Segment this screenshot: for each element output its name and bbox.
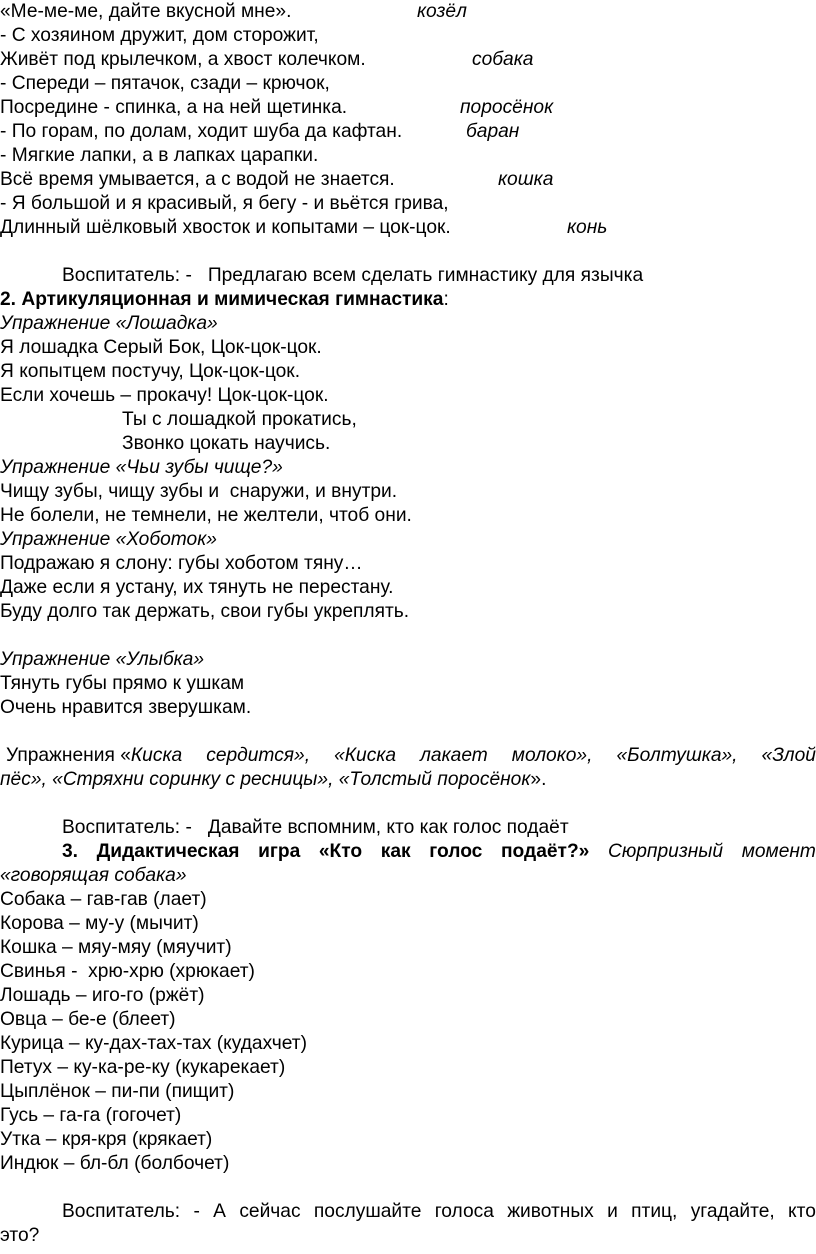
riddle-answer: конь <box>567 217 608 238</box>
list-item: Корова – му-у (мычит) <box>0 913 199 934</box>
section3-heading: 3. Дидактическая игра «Кто как голос подаёт?» Сюрпризный момент <box>62 841 816 862</box>
exercise-indented-line: Звонко цокать научись. <box>122 433 331 454</box>
riddle-answer: поросёнок <box>460 97 554 118</box>
exercise-line: Буду долго так держать, свои губы укреплять. <box>0 601 410 622</box>
riddle-answer: козёл <box>417 1 467 22</box>
list-item: Овца – бе-е (блеет) <box>0 1009 176 1030</box>
exercise-horse-title: Упражнение «Лошадка» <box>0 313 218 334</box>
section2-heading <box>0 288 449 312</box>
exercise-indented-line: Ты с лошадкой прокатись, <box>122 409 357 430</box>
list-item: Утка – кря-кря (крякает) <box>0 1129 213 1150</box>
riddle-answer: кошка <box>498 169 554 190</box>
section3-subtitle: «говорящая собака» <box>0 865 187 886</box>
riddle-line: - С хозяином дружит, дом сторожит, <box>0 25 319 46</box>
riddle-line: - Я большой и я красивый, я бегу - и вьётся грива, <box>0 193 449 214</box>
educator-line-1: Воспитатель: - Предлагаю всем сделать гимнастику для язычка <box>62 265 644 286</box>
exercise-line: Даже если я устану, их тянуть не перестану. <box>0 577 394 598</box>
list-item: Лошадь – иго-го (ржёт) <box>0 985 205 1006</box>
riddle-line: Длинный шёлковый хвосток и копытами – цок-цок. <box>0 217 451 238</box>
exercise-line: Очень нравится зверушкам. <box>0 697 252 718</box>
exercise-smile-title: Упражнение «Улыбка» <box>0 649 205 670</box>
list-item: Собака – гав-гав (лает) <box>0 889 207 910</box>
list-item: Кошка – мяу-мяу (мяучит) <box>0 937 232 958</box>
list-item: Свинья - хрю-хрю (хрюкает) <box>0 961 255 982</box>
riddle-line: Посредине - спинка, а на ней щетинка. <box>0 97 348 118</box>
educator-line-2: Воспитатель: - Давайте вспомним, кто как голос подаёт <box>62 817 569 838</box>
exercise-trunk-title: Упражнение «Хоботок» <box>0 529 217 550</box>
riddle-line: - По горам, по долам, ходит шуба да кафтан. <box>0 121 403 142</box>
educator-line-3: Воспитатель: - А сейчас послушайте голоса животных и птиц, угадайте, кто <box>62 1201 816 1222</box>
educator-line-3-cont: это? <box>0 1225 40 1246</box>
riddle-line: - Мягкие лапки, а в лапках царапки. <box>0 145 319 166</box>
section2-title: 2. Артикуляционная и мимическая гимнастика <box>0 289 444 310</box>
riddle-answer: баран <box>466 121 520 142</box>
riddle-answer: собака <box>472 49 534 70</box>
exercises-prefix-group: Упражнения «Киска <box>6 745 183 766</box>
list-item: Петух – ку-ка-ре-ку (кукарекает) <box>0 1057 286 1078</box>
exercises-paragraph-line2: пёс», «Стряхни соринку с ресницы», «Толстый поросёнок». <box>0 769 547 790</box>
riddle-line: Всё время умывается, а с водой не знается. <box>0 169 395 190</box>
list-item: Курица – ку-дах-тах-тах (кудахчет) <box>0 1033 307 1054</box>
exercise-teeth-title: Упражнение «Чьи зубы чище?» <box>0 457 283 478</box>
exercise-line: Чищу зубы, чищу зубы и снаружи, и внутри. <box>0 481 398 502</box>
exercise-line: Я копытцем постучу, Цок-цок-цок. <box>0 361 301 382</box>
exercise-line: Подражаю я слону: губы хоботом тяну… <box>0 553 363 574</box>
riddle-line: «Ме-ме-ме, дайте вкусной мне». <box>0 1 292 22</box>
exercise-line: Не болели, не темнели, не желтели, чтоб они. <box>0 505 412 526</box>
section2-colon: : <box>443 289 449 310</box>
riddle-line: - Спереди – пятачок, сзади – крючок, <box>0 73 330 94</box>
exercise-line: Тянуть губы прямо к ушкам <box>0 673 245 694</box>
list-item: Цыплёнок – пи-пи (пищит) <box>0 1081 235 1102</box>
exercise-line: Если хочешь – прокачу! Цок-цок-цок. <box>0 385 329 406</box>
list-item: Гусь – га-га (гогочет) <box>0 1105 182 1126</box>
riddle-line: Живёт под крылечком, а хвост колечком. <box>0 49 366 70</box>
exercises-paragraph-line1: Упражнения «Киска сердится», «Киска лакает молоко», «Болтушка», «Злой <box>0 744 816 768</box>
exercise-line: Я лошадка Серый Бок, Цок-цок-цок. <box>0 337 322 358</box>
list-item: Индюк – бл-бл (болбочет) <box>0 1153 230 1174</box>
